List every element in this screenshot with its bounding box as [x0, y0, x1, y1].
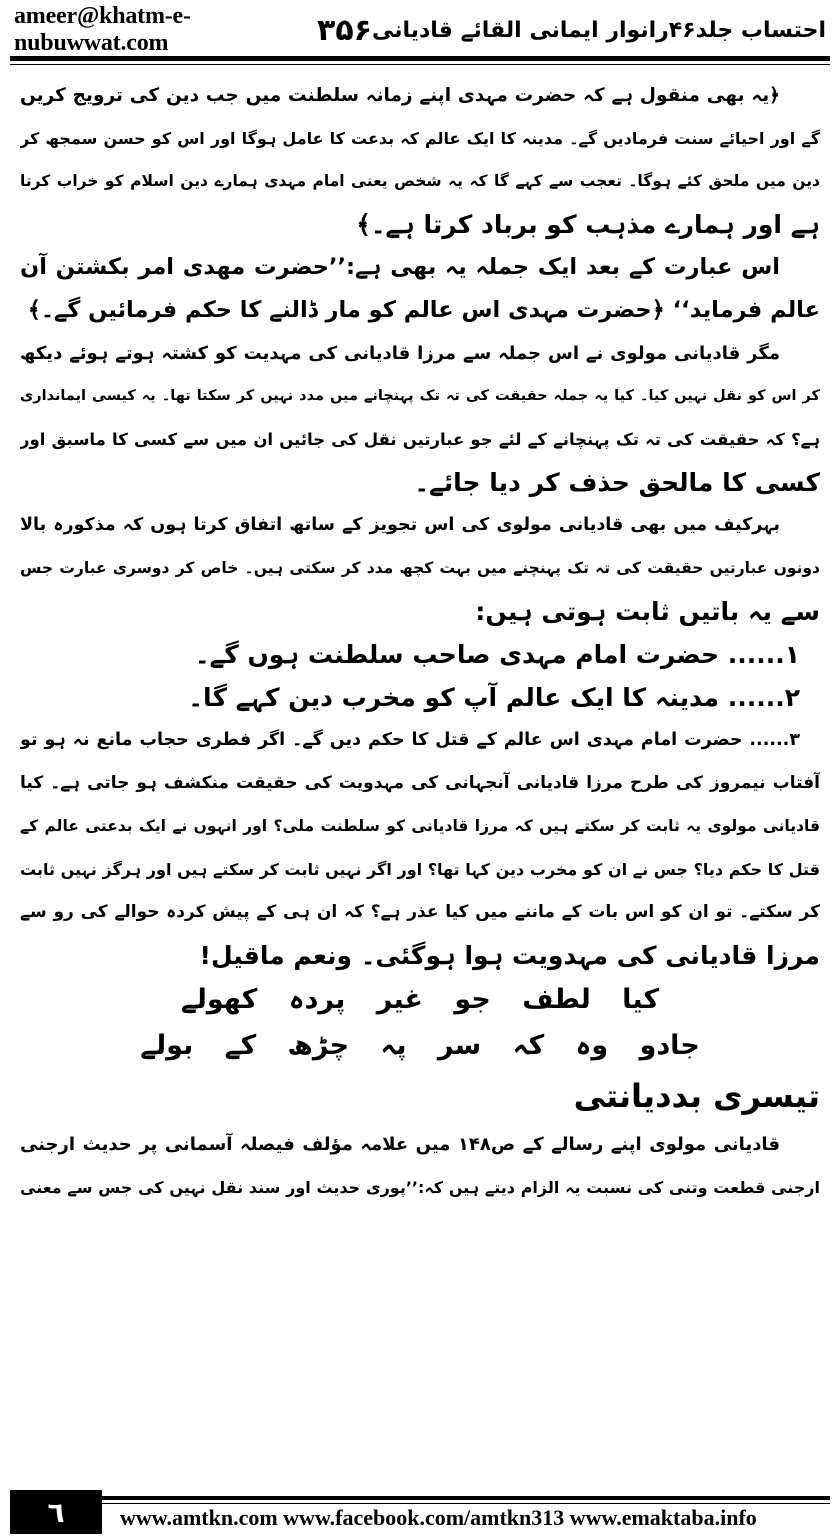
paragraph-line: ہے اور ہمارے مذہب کو برباد کرتا ہے۔﴾: [356, 210, 820, 239]
paragraph-line: سے یہ باتیں ثابت ہوتی ہیں:: [475, 597, 820, 626]
header-rule-thin: [10, 64, 830, 65]
paragraph-line: عالم فرمايد‘‘ ﴿حضرت مہدی اس عالم کو مار ڈالنے کا حکم فرمائیں گے۔﴾: [27, 297, 820, 323]
footer-number: ٦: [47, 1495, 65, 1529]
footer-urls[interactable]: www.amtkn.com www.facebook.com/amtkn313 www.emaktaba.info: [120, 1505, 757, 1530]
footer-rule-thin: [102, 1503, 830, 1504]
page-header: [14, 3, 826, 56]
paragraph-line: آفتاب نیمروز کی طرح مرزا قادیانی آنجہانی کی مہدویت کی حقیقت منکشف ہو جاتی ہے۔ کیا: [20, 773, 820, 793]
section-heading: تیسری بددیانتی: [573, 1077, 820, 1115]
paragraph-line: کر سکتے۔ تو ان کو اس بات کے ماننے میں کیا عذر ہے؟ کہ ان ہی کے پیش کردہ حوالے کی رو سے: [20, 902, 820, 922]
paragraph-line: دونوں عبارتیں حقیقت کی تہ تک پہنچنے میں بہت کچھ مدد کر سکتی ہیں۔ خاص کر دوسری عبارت جس: [20, 559, 820, 577]
paragraph-line: ارجنی قطعت وتنی کی نسبت یہ الزام دیتے ہیں کہ:’’پوری حدیث اور سند نقل نہیں کی جس سے معنی: [20, 1178, 820, 1197]
header-email[interactable]: ameer@khatm-e-nubuwwat.com: [14, 3, 191, 56]
header-left: [14, 3, 372, 57]
paragraph-line: کسی کا مالحق حذف کر دیا جائے۔: [414, 468, 820, 497]
paragraph-line: قادیانی مولوی یہ ثابت کر سکتے ہیں کہ مرزا قادیانی کو سلطنت ملی؟ اور انہوں نے ایک بدعتی عالم کے: [20, 817, 820, 835]
footer-number-box: [10, 1490, 102, 1534]
footer-rule-thick: [102, 1496, 830, 1500]
header-rule-thick: [10, 56, 830, 61]
couplet-line: کیا لطف جو غیر پردہ کھولے: [180, 984, 660, 1015]
paragraph-line: قادیانی مولوی اپنے رسالے کے ص۱۴۸ میں علامہ مؤلف فیصلہ آسمانی پر حدیث ارجنی: [20, 1134, 780, 1155]
paragraph-line: گے اور احیائے سنت فرمادیں گے۔ مدینہ کا ایک عالم کہ بدعت کا عامل ہوگا اور اس کو حسن سمجھ کر: [20, 129, 820, 148]
paragraph-line: کر اس کو نقل نہیں کیا۔ کیا یہ جملہ حقیقت کی تہ تک پہنچانے میں مدد نہیں کر سکتا تھا۔ یہ کیسی ایمانداری: [20, 388, 820, 404]
list-item: ۲...... مدینہ کا ایک عالم آپ کو مخرب دین کہے گا۔: [188, 683, 800, 712]
couplet-line: جادو وہ کہ سر پہ چڑھ کے بولے: [140, 1030, 700, 1061]
paragraph-line: دین میں ملحق کئے ہوگا۔ تعجب سے کہے گا کہ یہ شخص یعنی امام مہدی ہمارے دین اسلام کو خراب کرتا: [20, 172, 820, 190]
paragraph-line: ﴿یہ بھی منقول ہے کہ حضرت مہدی اپنے زمانہ سلطنت میں جب دین کی ترویج کریں: [20, 85, 780, 106]
header-book-title: احتساب جلد۴۶رانوار ایمانی القائے قادیانی: [371, 17, 826, 43]
paragraph-line: بہرکیف میں بھی قادیانی مولوی کی اس تجویز کے ساتھ اتفاق کرتا ہوں کہ مذکورہ بالا: [20, 515, 780, 535]
header-page-number: ۳۵۶: [317, 12, 372, 48]
paragraph-line: مرزا قادیانی کی مہدویت ہوا ہوگئی۔ ونعم ماقیل!: [199, 941, 820, 970]
page-footer: [10, 1490, 830, 1534]
paragraph-line: مگر قادیانی مولوی نے اس جملہ سے مرزا قادیانی کی مہدیت کو کشتہ ہوتے ہوئے دیکھ: [20, 343, 780, 364]
paragraph-line: قتل کا حکم دیا؟ جس نے ان کو مخرب دین کہا تھا؟ اور اگر نہیں ثابت کر سکتے ہیں اور ہرگز نہیں ثابت: [20, 860, 820, 879]
list-item: ۱...... حضرت امام مہدی صاحب سلطنت ہوں گے۔: [194, 640, 800, 669]
paragraph-line: ہے؟ کہ حقیقت کی تہ تک پہنچانے کے لئے جو عبارتیں نقل کی جائیں ان میں سے کسی کا ماسبق اور: [20, 430, 820, 449]
paragraph-line: ۳...... حضرت امام مہدی اس عالم کے قتل کا حکم دیں گے۔ اگر فطری حجاب مانع نہ ہو تو: [20, 730, 800, 750]
page-body: [20, 74, 820, 1209]
paragraph-line: اس عبارت کے بعد ایک جملہ یہ بھی ہے:’’حضرت مهدی امر بكشتن آن: [20, 254, 780, 280]
